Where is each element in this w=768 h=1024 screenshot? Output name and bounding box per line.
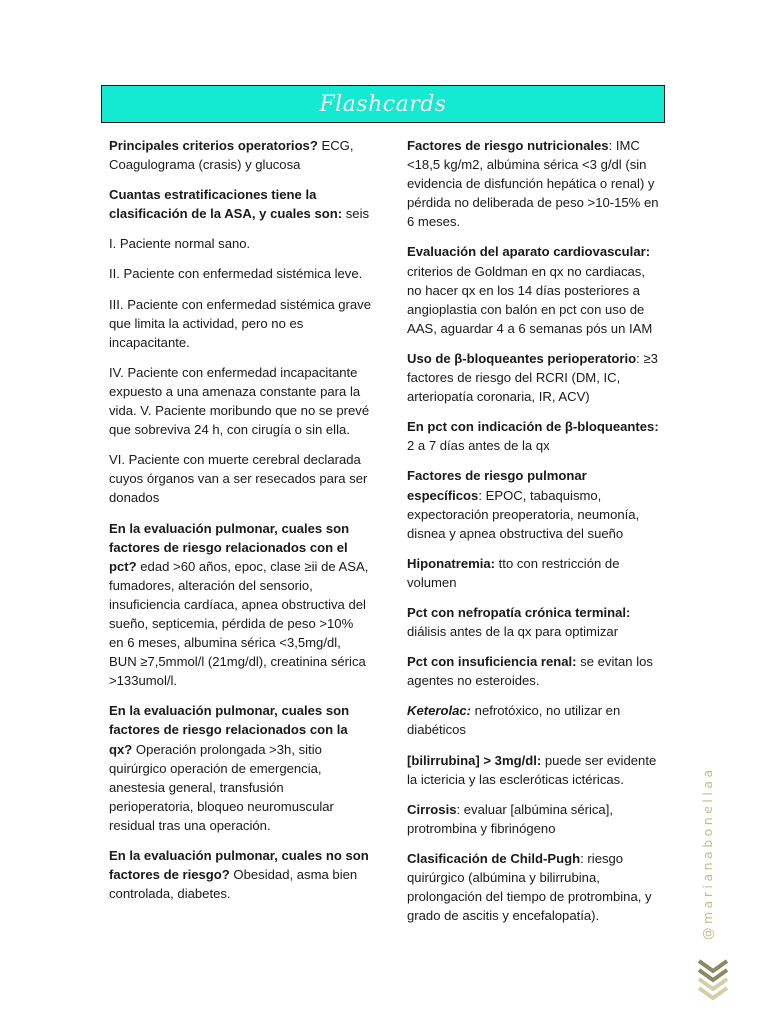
entry-question: Factores de riesgo pulmonar específicos xyxy=(407,468,587,503)
entry-answer: : EPOC, tabaquismo, expectoración preoperatoria, neumonía, disnea y apnea obstructiva del sueño xyxy=(407,487,640,541)
flashcard-entry xyxy=(407,136,663,231)
entry-answer: puede ser evidente la ictericia y las escleróticas ictéricas. xyxy=(407,752,657,787)
entry-answer: edad >60 años, epoc, clase ≥ii de ASA, fumadores, alteración del sensorio, insuficiencia cardíaca, apnea obstructiva del sueño, septicemia, pérdida de peso >10% en 6 meses, albumina sérica <3,5mg/dl, BUN ≥7,5mmol/l (21mg/dl), creatinina sérica >133umol/l. xyxy=(109,558,369,689)
asa-class-item xyxy=(109,234,371,253)
entry-answer: tto con restricción de volumen xyxy=(407,555,620,590)
flashcard-entry xyxy=(407,554,663,592)
entry-question: Factores de riesgo nutricionales xyxy=(407,138,609,153)
entry-question: En pct con indicación de β-bloqueantes: xyxy=(407,419,659,435)
left-column xyxy=(109,136,371,914)
entry-answer: criterios de Goldman en qx no cardiacas, no hacer qx en los 14 días posteriores a angioplastia con balón en pct con uso de AAS, aguardar 4 a 6 semanas pós un IAM xyxy=(407,263,653,336)
entry-answer: II. Paciente con enfermedad sistémica leve. xyxy=(109,266,363,282)
flashcard-entry xyxy=(109,846,371,903)
entry-answer: Obesidad, asma bien controlada, diabetes. xyxy=(109,867,358,902)
entry-question: Hiponatremia: xyxy=(407,555,496,571)
entry-question: Evaluación del aparato cardiovascular: xyxy=(407,244,651,260)
flashcard-entry xyxy=(109,519,371,691)
entry-answer: : ≥3 factores de riesgo del RCRI (DM, IC, arteriopatía coronaria, IR, ACV) xyxy=(407,350,658,405)
entry-question: Clasificación de Child-Pugh xyxy=(407,850,581,866)
flashcard-entry xyxy=(407,701,663,739)
entry-answer: se evitan los agentes no esteroides. xyxy=(407,654,653,689)
entry-answer: III. Paciente con enfermedad sistémica grave que limita la actividad, pero no es incapacitante. xyxy=(109,296,372,350)
entry-question: En la evaluación pulmonar, cuales son factores de riesgo relacionados con el pct? xyxy=(109,520,350,574)
entry-answer: diálisis antes de la qx para optimizar xyxy=(407,624,619,640)
entry-answer: Operación prolongada >3h, sitio quirúrgico operación de emergencia, anestesia general, transfusión perioperatoria, bloqueo neuromuscular residual tras una operación. xyxy=(109,741,334,833)
entry-question: Keterolac: xyxy=(407,703,472,719)
chevron-down-icon xyxy=(696,958,730,1004)
flashcard-entry xyxy=(407,417,663,455)
entry-question: Cuantas estratificaciones tiene la clasificación de la ASA, y cuales son: xyxy=(109,187,343,222)
entry-question: Pct con insuficiencia renal: xyxy=(407,654,577,670)
entry-question: Pct con nefropatía crónica terminal: xyxy=(407,604,631,620)
entry-answer: nefrotóxico, no utilizar en diabéticos xyxy=(407,703,621,738)
flashcard-entry xyxy=(407,466,663,542)
entry-answer: : evaluar [albúmina sérica], protrombina y fibrinógeno xyxy=(407,801,613,836)
asa-class-item xyxy=(109,264,371,283)
entry-answer: ECG, Coagulograma (crasis) y glucosa xyxy=(109,138,354,173)
flashcard-entry xyxy=(407,603,663,641)
entry-answer: I. Paciente normal sano. xyxy=(109,236,251,252)
entry-question: En la evaluación pulmonar, cuales no son factores de riesgo? xyxy=(109,848,369,883)
flashcard-entry xyxy=(407,349,663,406)
flashcard-entry xyxy=(407,652,663,690)
entry-answer: : IMC <18,5 kg/m2, albúmina sérica <3 g/dl (sin evidencia de disfunción hepática o renal) y pérdida no deliberada de peso >10-15% en 6 meses. xyxy=(407,138,659,230)
entry-question: Uso de β-bloqueantes perioperatorio xyxy=(407,350,637,366)
right-column xyxy=(407,136,663,936)
author-handle-watermark: @marianabonellaa xyxy=(700,766,715,940)
asa-class-item xyxy=(109,450,371,507)
entry-question: [bilirrubina] > 3mg/dl: xyxy=(407,752,542,768)
entry-answer: : riesgo quirúrgico (albúmina y bilirrubina, prolongación del tiempo de protrombina, y grado de ascitis y encefalopatía). xyxy=(407,850,652,924)
flashcard-entry xyxy=(407,751,663,789)
entry-answer: 2 a 7 días antes de la qx xyxy=(407,438,550,454)
entry-answer: seis xyxy=(342,206,370,222)
entry-answer: IV. Paciente con enfermedad incapacitante expuesto a una amenaza constante para la vida. V. Paciente moribundo que no se prevé que sobreviva 24 h, con cirugía o sin ella. xyxy=(109,364,370,438)
entry-question: Principales criterios operatorios? xyxy=(109,138,318,153)
asa-class-item xyxy=(109,295,371,352)
flashcard-entry xyxy=(109,701,371,835)
flashcard-entry xyxy=(109,185,371,223)
entry-answer: VI. Paciente con muerte cerebral declarada cuyos órganos van a ser resecados para ser donados xyxy=(109,452,368,506)
title-banner xyxy=(101,85,665,123)
entry-question: En la evaluación pulmonar, cuales son factores de riesgo relacionados con la qx? xyxy=(109,703,350,757)
page-title: Flashcards xyxy=(319,91,447,117)
asa-class-item xyxy=(109,363,371,439)
entry-question: Cirrosis xyxy=(407,801,457,817)
flashcard-entry xyxy=(407,800,663,838)
flashcard-entry xyxy=(407,849,663,925)
flashcard-entry xyxy=(407,242,663,337)
flashcard-entry xyxy=(109,136,371,174)
